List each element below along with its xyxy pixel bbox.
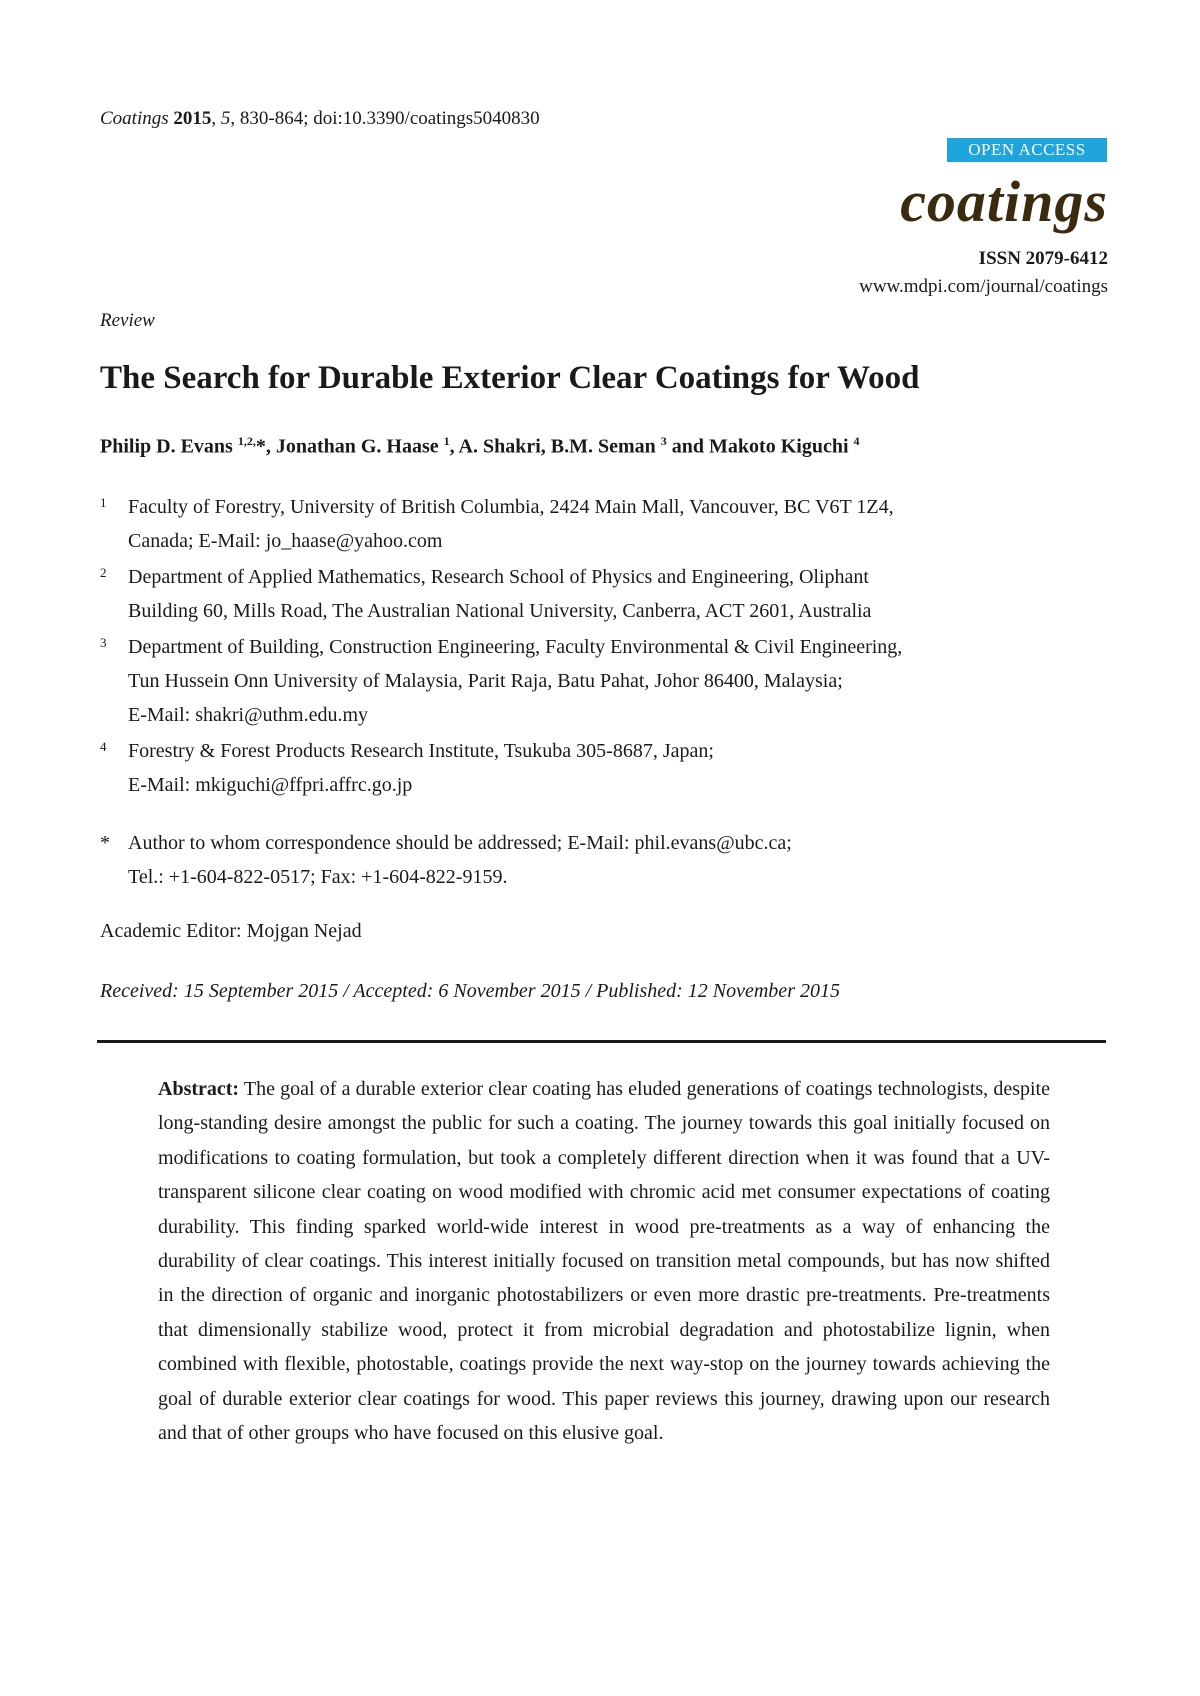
correspondence-note — [100, 826, 1100, 896]
affiliation-line: Building 60, Mills Road, The Australian National University, Canberra, ACT 2601, Australia — [128, 600, 872, 622]
author-separator: , — [449, 435, 459, 458]
affiliation-line: Department of Applied Mathematics, Research School of Physics and Engineering, Oliphant — [128, 566, 869, 588]
affiliation-number: 4 — [100, 739, 107, 754]
author-affiliation-mark: 4 — [853, 434, 860, 448]
correspondence-item — [100, 826, 1100, 894]
author-name: Philip D. Evans — [100, 435, 238, 458]
affiliation-line: Forestry & Forest Products Research Institute, Tsukuba 305-8687, Japan; — [128, 740, 714, 762]
correspondence-line: Tel.: +1-604-822-0517; Fax: +1-604-822-9159. — [128, 866, 508, 888]
open-access-badge: OPEN ACCESS — [947, 138, 1107, 162]
affiliation-number: 3 — [100, 635, 107, 650]
affiliation-list — [100, 490, 1100, 804]
affiliation-item — [100, 560, 1100, 628]
author-separator: and — [666, 435, 710, 458]
publication-dates: Received: 15 September 2015 / Accepted: 6 November 2015 / Published: 12 November 2015 — [100, 980, 840, 1002]
author-name: Makoto Kiguchi — [709, 435, 854, 458]
journal-logo: coatings — [900, 169, 1108, 234]
article-type: Review — [100, 310, 155, 331]
abstract-label: Abstract: — [158, 1078, 240, 1100]
citation-year: 2015 — [173, 108, 212, 129]
section-divider — [97, 1040, 1106, 1043]
affiliation-line: Department of Building, Construction Engineering, Faculty Environmental & Civil Engineering, — [128, 636, 903, 658]
affiliation-line: Canada; E-Mail: jo_haase@yahoo.com — [128, 530, 443, 552]
author-name: Jonathan G. Haase — [275, 435, 444, 458]
correspondence-mark: * — [100, 832, 110, 854]
correspondence-line: Author to whom correspondence should be addressed; E-Mail: phil.evans@ubc.ca; — [128, 832, 792, 854]
author-affiliation-mark: 1,2, — [237, 434, 256, 448]
affiliation-item — [100, 490, 1100, 558]
author-list — [100, 434, 860, 459]
author-affiliation-mark: 3 — [660, 434, 667, 448]
abstract — [158, 1072, 1050, 1450]
affiliation-line: Tun Hussein Onn University of Malaysia, Parit Raja, Batu Pahat, Johor 86400, Malaysia; — [128, 670, 843, 692]
citation-line — [100, 108, 540, 130]
abstract-text: The goal of a durable exterior clear coating has eluded generations of coatings technologists, despite long-standing desire amongst the public for such a coating. The journey towards this goal initially focused on modifications to coating formulation, but took a completely different direction when it was found that a UV-transparent silicone clear coating on wood modified with chromic acid met consumer expectations of coating durability. This finding sparked world-wide interest in wood pre-treatments as a way of enhancing the durability of clear coatings. This interest initially focused on transition metal compounds, but has now shifted in the direction of organic and inorganic photostabilizers or even more drastic pre-treatments. Pre-treatments that dimensionally stabilize wood, protect it from microbial degradation and photostabilize lignin, when combined with flexible, photostable, coatings provide the next way-stop on the journey towards achieving the goal of durable exterior clear coatings for wood. This paper reviews this journey, drawing upon our research and that of other groups who have focused on this elusive goal. — [158, 1078, 1050, 1445]
affiliation-line: E-Mail: mkiguchi@ffpri.affrc.go.jp — [128, 774, 413, 796]
journal-website-link[interactable]: www.mdpi.com/journal/coatings — [859, 276, 1108, 297]
affiliation-number: 2 — [100, 565, 107, 580]
citation-volume: 5 — [220, 108, 231, 129]
affiliation-item — [100, 630, 1100, 732]
author-name: A. Shakri, B.M. Seman — [458, 435, 661, 458]
affiliation-item — [100, 734, 1100, 802]
citation-pages-doi: , 830-864; doi:10.3390/coatings5040830 — [230, 108, 540, 129]
author-separator: *, — [255, 435, 276, 458]
author-affiliation-mark: 1 — [443, 434, 450, 448]
affiliation-number: 1 — [100, 495, 107, 510]
citation-separator: , — [211, 108, 221, 129]
affiliation-line: E-Mail: shakri@uthm.edu.my — [128, 704, 369, 726]
issn: ISSN 2079-6412 — [978, 248, 1108, 269]
citation-journal: Coatings — [100, 108, 169, 129]
affiliation-line: Faculty of Forestry, University of British Columbia, 2424 Main Mall, Vancouver, BC V6T 1Z4, — [128, 496, 894, 518]
academic-editor: Academic Editor: Mojgan Nejad — [100, 920, 362, 942]
article-title: The Search for Durable Exterior Clear Coatings for Wood — [100, 360, 920, 396]
